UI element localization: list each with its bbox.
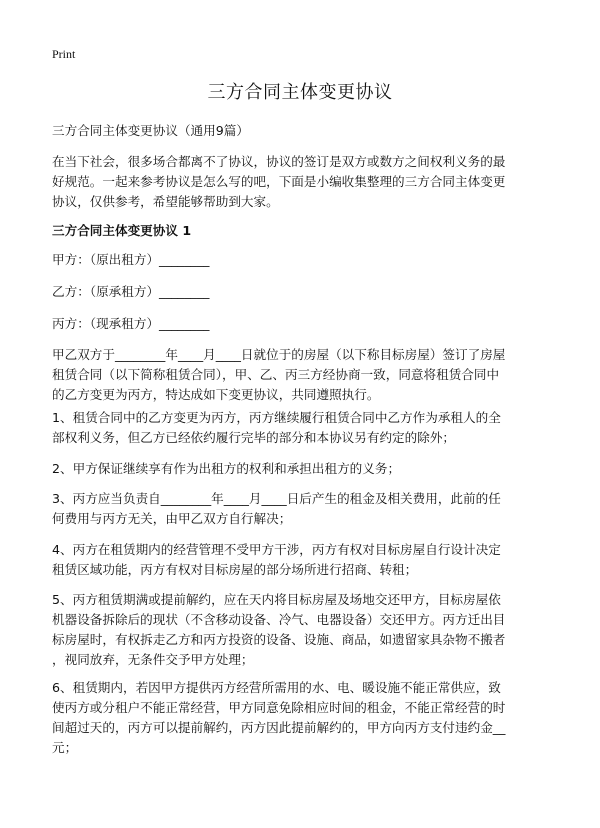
clause-line: 5、丙方租赁期满或提前解约，应在天内将目标房屋及场地交还甲方，目标房屋依 [52,592,501,607]
clause-line: 1、租赁合同中的乙方变更为丙方，丙方继续履行租赁合同中乙方作为承租人的全 [52,410,501,425]
clause-line: 元； [52,740,78,755]
clause-line: 6、租赁期内，若因甲方提供丙方经营所需用的水、电、暖设施不能正常供应，致 [52,680,501,695]
document-subtitle: 三方合同主体变更协议（通用9篇） [52,123,249,138]
intro-line: 好规范。一起来参考协议是怎么写的吧，下面是小编收集整理的三方合同主体变更 [52,174,506,189]
preamble-line: 的乙方变更为丙方，特达成如下变更协议，共同遵照执行。 [52,387,380,402]
clause-line: 何费用与丙方无关，由甲乙双方自行解决； [52,511,292,526]
clause-line: 租赁区域功能，丙方有权对目标房屋的部分场所进行招商、转租； [52,562,418,577]
preamble-line: 租赁合同（以下简称租赁合同），甲、乙、丙三方经协商一致，同意将租赁合同中 [52,367,500,382]
preamble-line: 甲乙双方于________年____月____日就位于的房屋（以下称目标房屋）签订了房屋 [52,347,506,362]
clause-line: 标房屋时，有权拆走乙方和丙方投资的设备、设施、商品，如遗留家具杂物不搬者 [52,632,506,647]
clause-line: 3、丙方应当负责自________年____月____日后产生的租金及相关费用，此前的任 [52,491,501,506]
intro-line: 在当下社会，很多场合都离不了协议，协议的签订是双方或数方之间权利义务的最 [52,154,506,169]
print-label: Print [52,47,76,61]
clause-line: 2、甲方保证继续享有作为出租方的权利和承担出租方的义务； [52,461,401,476]
clause-line: ，视同放弃，无条件交予甲方处理； [52,652,254,667]
party-line: 丙方：（现承租方）________ [52,316,210,331]
party-line: 甲方：（原出租方）________ [52,252,210,267]
intro-line: 协议，仅供参考，希望能够帮助到大家。 [52,194,279,209]
clause-line: 机器设备拆除后的现状（不含移动设备、冷气、电器设备）交还甲方。丙方迁出目 [52,612,506,627]
clause-line: 使丙方或分租户不能正常经营，甲方同意免除相应时间的租金，不能正常经营的时 [52,700,506,715]
clause-line: 4、丙方在租赁期内的经营管理不受甲方干涉，丙方有权对目标房屋自行设计决定 [52,542,501,557]
document-title: 三方合同主体变更协议 [207,82,393,103]
clause-line: 部权利义务，但乙方已经依约履行完毕的部分和本协议另有约定的除外； [52,430,455,445]
section-heading: 三方合同主体变更协议 1 [52,223,192,238]
clause-line: 间超过天的，丙方可以提前解约，丙方因此提前解约的，甲方向丙方支付违约金__ [52,720,506,735]
party-line: 乙方：（原承租方）________ [52,284,210,299]
